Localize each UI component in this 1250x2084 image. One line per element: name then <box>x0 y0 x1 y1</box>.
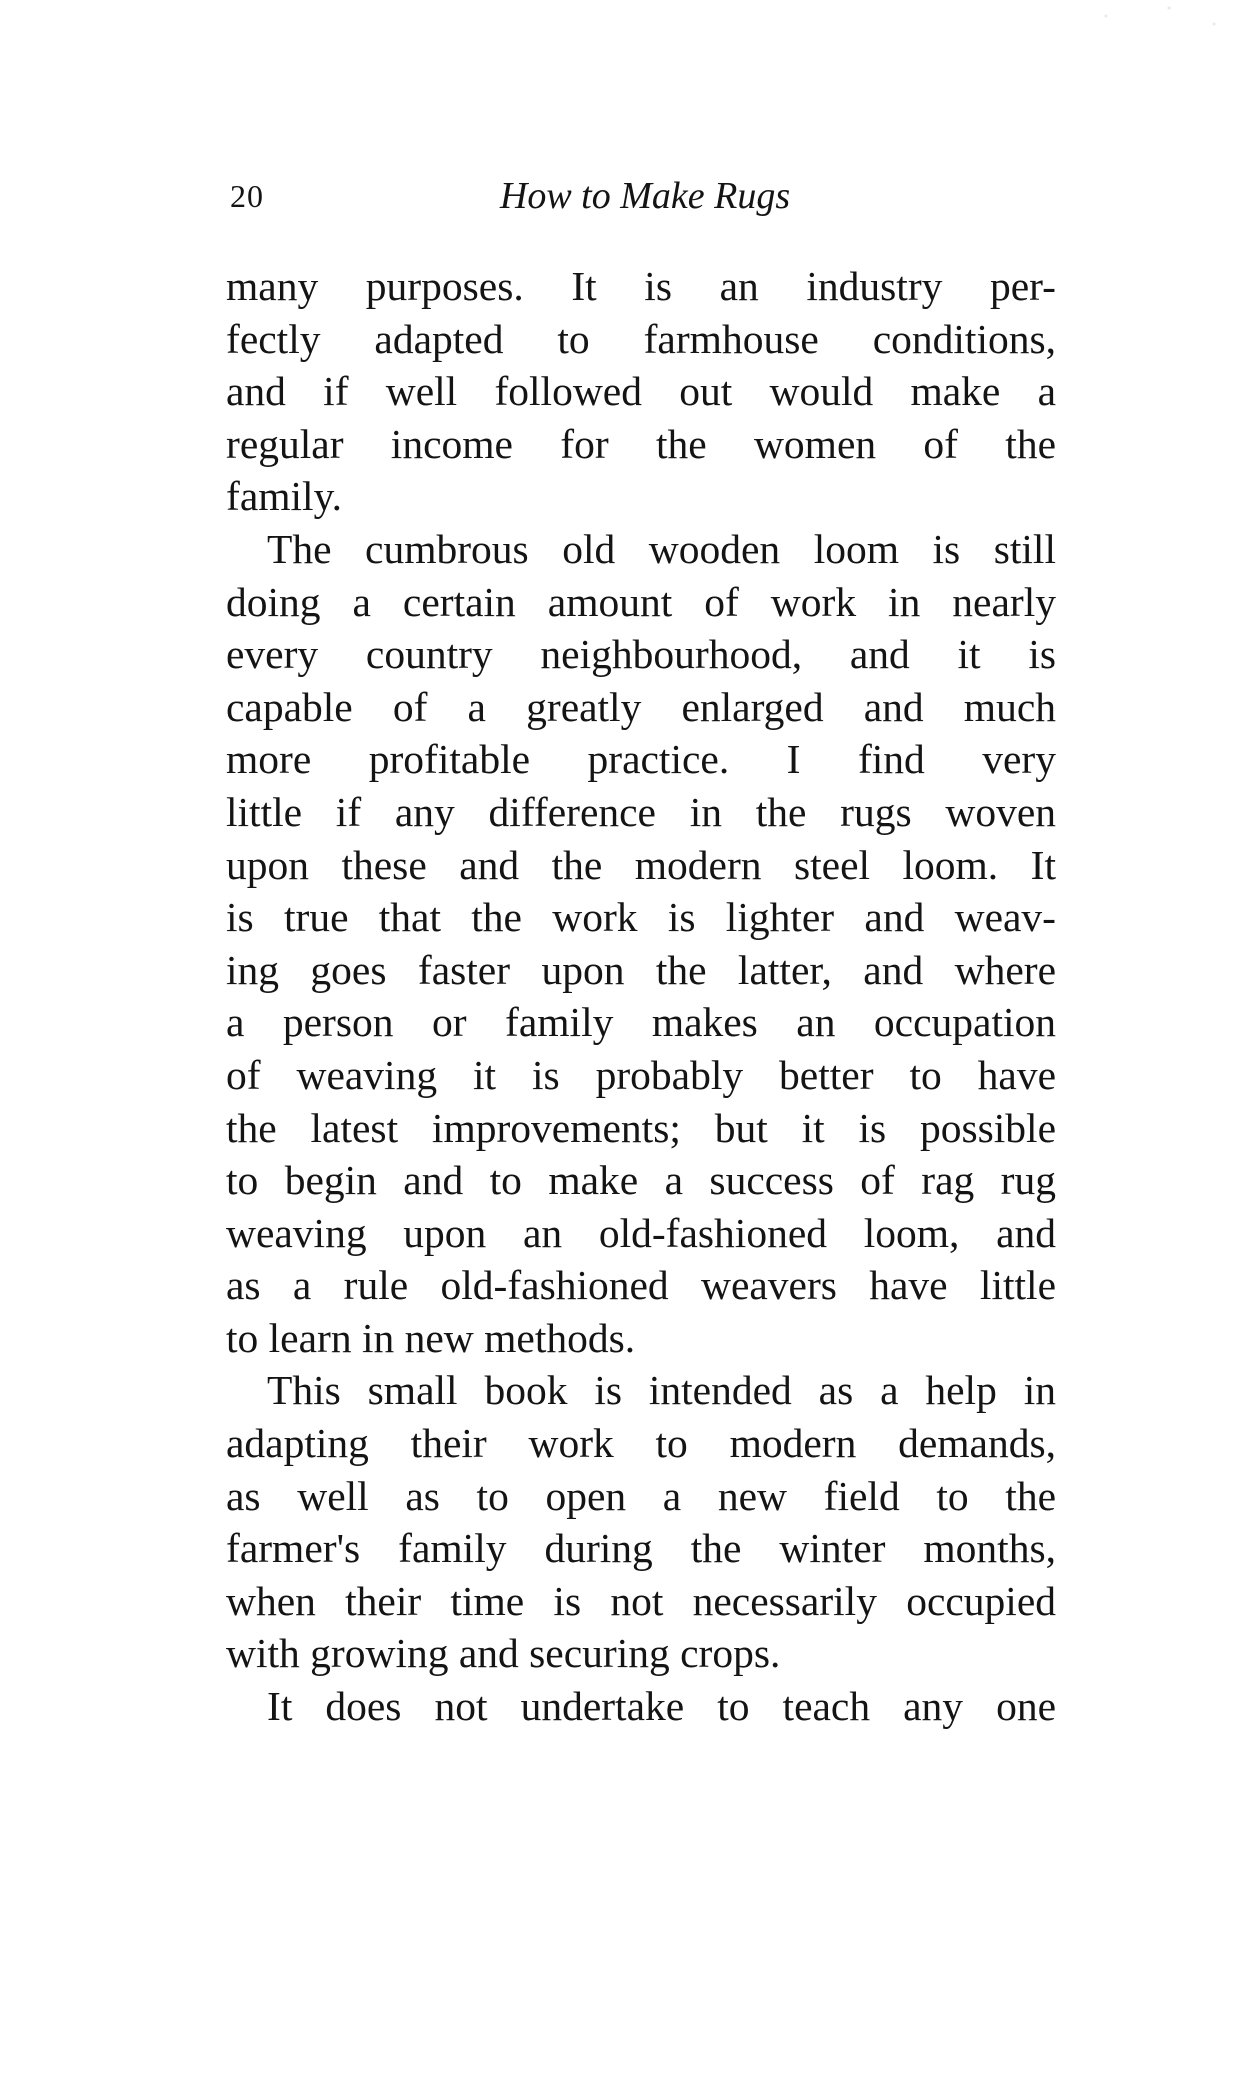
text-line: It does not undertake to teach any one <box>267 1683 1056 1730</box>
text-line: little if any difference in the rugs woven <box>226 788 1056 835</box>
text-line: many purposes. It is an industry per- <box>226 263 1056 309</box>
running-title: How to Make Rugs <box>499 175 791 217</box>
text-line: to learn in new methods. <box>226 1314 636 1361</box>
text-line: is true that the work is lighter and weav- <box>226 894 1056 941</box>
page-header <box>230 174 1060 224</box>
text-line: as a rule old-fashioned weavers have little <box>226 1262 1056 1309</box>
text-line: of weaving it is probably better to have <box>226 1051 1056 1098</box>
body-text <box>226 260 1056 1733</box>
text-line: to begin and to make a success of rag rug <box>226 1157 1056 1204</box>
text-line: The cumbrous old wooden loom is still <box>267 525 1056 572</box>
text-line: ing goes faster upon the latter, and where <box>226 946 1056 993</box>
text-line: every country neighbourhood, and it is <box>226 631 1056 678</box>
text-line: doing a certain amount of work in nearly <box>226 578 1056 625</box>
page-number: 20 <box>230 178 264 214</box>
scan-speckle <box>1070 0 1250 40</box>
text-line: farmer's family during the winter months, <box>226 1525 1056 1572</box>
text-line: the latest improvements; but it is possible <box>226 1104 1056 1151</box>
text-line: as well as to open a new field to the <box>226 1472 1056 1519</box>
text-line: upon these and the modern steel loom. It <box>226 841 1056 888</box>
text-line: fectly adapted to farmhouse conditions, <box>226 315 1056 362</box>
text-line: This small book is intended as a help in <box>267 1367 1056 1414</box>
text-line: capable of a greatly enlarged and much <box>226 683 1056 730</box>
text-line: adapting their work to modern demands, <box>226 1420 1056 1467</box>
text-line: a person or family makes an occupation <box>226 999 1056 1046</box>
text-line: when their time is not necessarily occupied <box>226 1577 1056 1624</box>
text-line: regular income for the women of the <box>226 420 1056 467</box>
text-line: and if well followed out would make a <box>226 368 1056 415</box>
text-line: with growing and securing crops. <box>226 1630 781 1677</box>
text-line: family. <box>226 473 343 520</box>
text-line: more profitable practice. I find very <box>226 736 1056 783</box>
text-line: weaving upon an old-fashioned loom, and <box>226 1209 1056 1256</box>
